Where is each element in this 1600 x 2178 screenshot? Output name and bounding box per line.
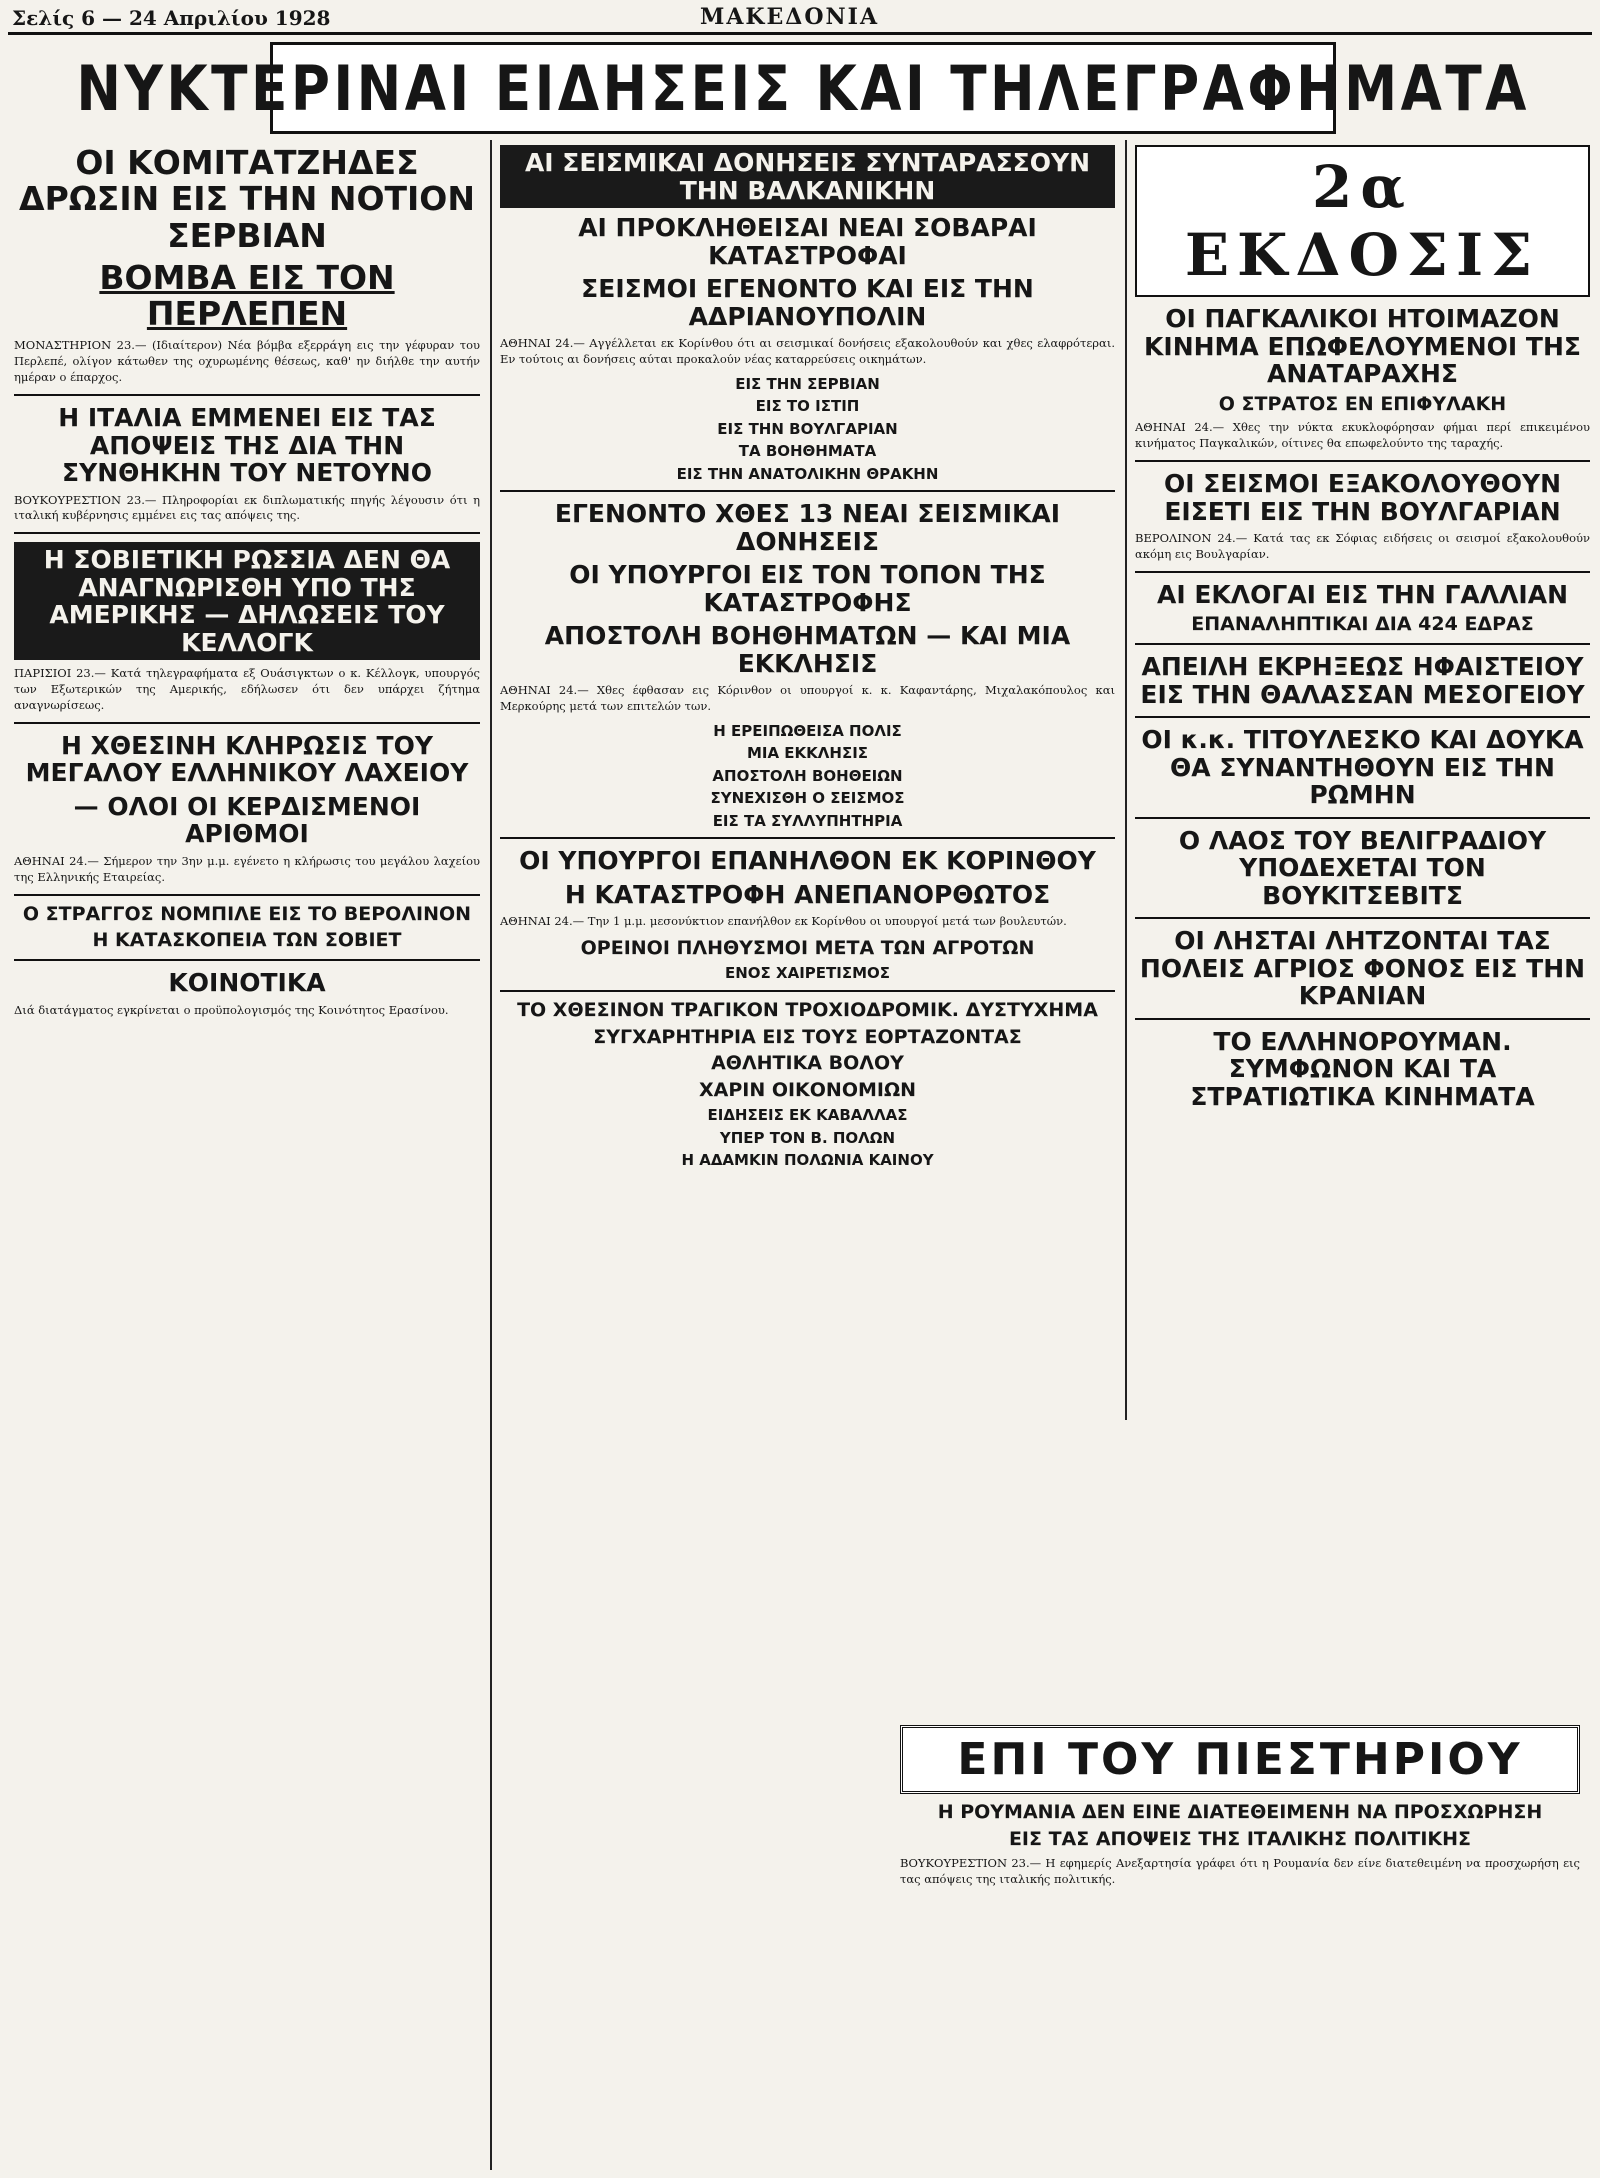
headline: Ο ΣΤΡΑΓΓΟΣ ΝΟΜΠΙΛΕ ΕΙΣ ΤΟ ΒΕΡΟΛΙΝΟΝ — [22, 902, 472, 925]
headline: ΤΟ ΕΛΛΗΝΟΡΟΥΜΑΝ. ΣΥΜΦΩΝΟΝ ΚΑΙ ΤΑ ΣΤΡΑΤΙΩΤΙΚΑ ΚΙΝΗΜΑΤΑ — [1190, 1026, 1535, 1111]
headline: ΒΟΜΒΑ ΕΙΣ ΤΟΝ ΠΕΡΛΕΠΕΝ — [99, 257, 395, 334]
headline: ΕΓΕΝΟΝΤΟ ΧΘΕΣ 13 ΝΕΑΙ ΣΕΙΣΜΙΚΑΙ ΔΟΝΗΣΕΙΣ — [554, 499, 1061, 556]
banner — [76, 42, 1530, 134]
headline: ΟΙ ΥΠΟΥΡΓΟΙ ΕΠΑΝΗΛΘΟΝ ΕΚ ΚΟΡΙΝΘΟΥ — [519, 846, 1096, 876]
subheading: ΕΝΟΣ ΧΑΙΡΕΤΙΣΜΟΣ — [725, 964, 890, 983]
article-text: ΒΕΡΟΛΙΝΟΝ 24.— Κατά τας εκ Σόφιας ειδήσεις οι σεισμοί εξακολουθούν ακόμη εις Βουλγαρίαν. — [1135, 531, 1590, 561]
subheading: ΕΙΣ ΤΗΝ ΒΟΥΛΓΑΡΙΑΝ — [717, 419, 898, 438]
headline: ΟΙ κ.κ. ΤΙΤΟΥΛΕΣΚΟ ΚΑΙ ΔΟΥΚΑ ΘΑ ΣΥΝΑΝΤΗΘΟΥΝ ΕΙΣ ΤΗΝ ΡΩΜΗΝ — [1141, 725, 1584, 810]
right-column — [1135, 145, 1590, 1415]
divider — [500, 990, 1115, 992]
subheading: ΕΙΣ ΤΗΝ ΑΝΑΤΟΛΙΚΗΝ ΘΡΑΚΗΝ — [676, 464, 939, 483]
subheading: ΑΠΟΣΤΟΛΗ ΒΟΗΘΕΙΩΝ — [712, 766, 903, 785]
headline: ΟΡΕΙΝΟΙ ΠΛΗΘΥΣΜΟΙ ΜΕΤΑ ΤΩΝ ΑΓΡΟΤΩΝ — [580, 937, 1035, 960]
divider — [1135, 817, 1590, 819]
divider — [14, 959, 480, 961]
divider — [14, 394, 480, 396]
headline: ΣΕΙΣΜΟΙ ΕΓΕΝΟΝΤΟ ΚΑΙ ΕΙΣ ΤΗΝ ΑΔΡΙΑΝΟΥΠΟΛΙΝ — [581, 274, 1034, 331]
subheading: ΕΙΔΗΣΕΙΣ ΕΚ ΚΑΒΑΛΛΑΣ — [707, 1106, 908, 1125]
divider — [1135, 917, 1590, 919]
headline: Ο ΣΤΡΑΤΟΣ ΕΝ ΕΠΙΦΥΛΑΚΗ — [1218, 392, 1507, 415]
press-box — [900, 1725, 1580, 1896]
article-text: ΑΘΗΝΑΙ 24.— Την 1 μ.μ. μεσονύκτιον επανήλθον εκ Κορίνθου οι υπουργοί μετά των βουλευτών. — [500, 914, 1067, 929]
newspaper-name: ΜΑΚΕΔΟΝΙΑ — [700, 4, 880, 30]
edition-box — [1135, 145, 1590, 297]
divider — [1135, 1018, 1590, 1020]
headline: ΕΙΣ ΤΑΣ ΑΠΟΨΕΙΣ ΤΗΣ ΙΤΑΛΙΚΗΣ ΠΟΛΙΤΙΚΗΣ — [1008, 1827, 1472, 1850]
headline: Η ΚΑΤΑΣΚΟΠΕΙΑ ΤΩΝ ΣΟΒΙΕΤ — [92, 929, 402, 952]
headline: Η ΡΟΥΜΑΝΙΑ ΔΕΝ ΕΙΝΕ ΔΙΑΤΕΘΕΙΜΕΝΗ ΝΑ ΠΡΟΣΧΩΡΗΣΗ — [937, 1801, 1543, 1823]
column-divider — [490, 140, 492, 2170]
article-text: ΠΑΡΙΣΙΟΙ 23.— Κατά τηλεγραφήματα εξ Ουάσιγκτων ο κ. Κέλλογκ, υπουργός των Εξωτερικών της Αμερικής, εδήλωσεν ότι δεν υπάρχει ζήτημα αναγνωρίσεως. — [14, 666, 480, 712]
headline: ΟΙ ΠΑΓΚΑΛΙΚΟΙ ΗΤΟΙΜΑΖΟΝ ΚΙΝΗΜΑ ΕΠΩΦΕΛΟΥΜΕΝΟΙ ΤΗΣ ΑΝΑΤΑΡΑΧΗΣ — [1144, 304, 1581, 388]
headline: ΑΙ ΠΡΟΚΛΗΘΕΙΣΑΙ ΝΕΑΙ ΣΟΒΑΡΑΙ ΚΑΤΑΣΤΡΟΦΑΙ — [578, 213, 1037, 270]
divider — [1135, 460, 1590, 462]
banner-title: ΝΥΚΤΕΡΙΝΑΙ ΕΙΔΗΣΕΙΣ ΚΑΙ ΤΗΛΕΓΡΑΦΗΜΑΤΑ — [76, 51, 1530, 125]
headline: ΟΙ ΥΠΟΥΡΓΟΙ ΕΙΣ ΤΟΝ ΤΟΠΟΝ ΤΗΣ ΚΑΤΑΣΤΡΟΦΗΣ — [569, 560, 1046, 617]
headline: ΑΠΕΙΛΗ ΕΚΡΗΞΕΩΣ ΗΦΑΙΣΤΕΙΟΥ ΕΙΣ ΤΗΝ ΘΑΛΑΣΣΑΝ ΜΕΣΟΓΕΙΟΥ — [1140, 652, 1585, 709]
divider — [14, 722, 480, 724]
divider — [14, 532, 480, 534]
divider — [500, 837, 1115, 839]
subheading: ΕΙΣ ΤΗΝ ΣΕΡΒΙΑΝ — [735, 374, 880, 393]
article-text: Διά διατάγματος εγκρίνεται ο προϋπολογισμός της Κοινότητος Ερασίνου. — [14, 1002, 449, 1017]
column-divider — [1125, 140, 1127, 1420]
article-text: ΜΟΝΑΣΤΗΡΙΟΝ 23.— (Ιδιαίτερον) Νέα βόμβα εξερράγη εις την γέφυραν του Περλεπέ, ολίγον κάτωθεν της οχυρωμένης θέσεως, καθ' ην διήλθε την αυτήν ημέραν ο έπαρχος. — [14, 338, 480, 385]
article-text: ΑΘΗΝΑΙ 24.— Σήμερον την 3ην μ.μ. εγένετο η κλήρωσις του μεγάλου λαχείου της Ελληνικής Εταιρείας. — [14, 853, 480, 884]
press-title: ΕΠΙ ΤΟΥ ΠΙΕΣΤΗΡΙΟΥ — [900, 1725, 1580, 1794]
headline: ΟΙ ΣΕΙΣΜΟΙ ΕΞΑΚΟΛΟΥΘΟΥΝ ΕΙΣΕΤΙ ΕΙΣ ΤΗΝ ΒΟΥΛΓΑΡΙΑΝ — [1163, 469, 1561, 526]
article-text: ΒΟΥΚΟΥΡΕΣΤΙΟΝ 23.— Πληροφορίαι εκ διπλωματικής πηγής λέγουσιν ότι η ιταλική κυβέρνησις εμμένει εις τας απόψεις της. — [14, 492, 480, 523]
subheading: ΕΙΣ ΤΟ ΙΣΤΙΠ — [755, 397, 860, 416]
divider — [14, 894, 480, 896]
headline: Η ΣΟΒΙΕΤΙΚΗ ΡΩΣΣΙΑ ΔΕΝ ΘΑ ΑΝΑΓΝΩΡΙΣΘΗ ΥΠΟ ΤΗΣ ΑΜΕΡΙΚΗΣ — ΔΗΛΩΣΕΙΣ ΤΟΥ ΚΕΛΛΟΓΚ — [14, 542, 480, 660]
page-date: Σελίς 6 — 24 Απριλίου 1928 — [12, 6, 331, 30]
headline: ΤΟ ΧΘΕΣΙΝΟΝ ΤΡΑΓΙΚΟΝ ΤΡΟΧΙΟΔΡΟΜΙΚ. ΔΥΣΤΥΧΗΜΑ — [517, 998, 1098, 1021]
headline: ΟΙ ΛΗΣΤΑΙ ΛΗΤΖΟΝΤΑΙ ΤΑΣ ΠΟΛΕΙΣ ΑΓΡΙΟΣ ΦΟΝΟΣ ΕΙΣ ΤΗΝ ΚΡΑΝΙΑΝ — [1139, 926, 1586, 1011]
subheading: ΥΠΕΡ ΤΟΝ Β. ΠΟΛΩΝ — [719, 1128, 896, 1147]
left-column — [14, 145, 480, 2170]
divider — [500, 490, 1115, 492]
divider — [1135, 716, 1590, 718]
subheading: ΤΑ ΒΟΗΘΗΜΑΤΑ — [738, 442, 877, 461]
divider — [1135, 571, 1590, 573]
subheading: Η ΑΔΑΜΚΙΝ ΠΟΛΩΝΙΑ ΚΑΙΝΟΥ — [681, 1151, 934, 1170]
headline: Η ΚΑΤΑΣΤΡΟΦΗ ΑΝΕΠΑΝΟΡΘΩΤΟΣ — [564, 879, 1051, 909]
headline: ΟΙ ΚΟΜΙΤΑΤΖΗΔΕΣ ΔΡΩΣΙΝ ΕΙΣ ΤΗΝ ΝΟΤΙΟΝ ΣΕΡΒΙΑΝ — [19, 145, 475, 255]
headline: ΚΟΙΝΟΤΙΚΑ — [168, 968, 326, 998]
article-text: ΑΘΗΝΑΙ 24.— Χθες την νύκτα εκυκλοφόρησαν φήμαι περί επικειμένου κινήματος Παγκαλικών, οίτινες θα επωφελούντο της ταραχής. — [1135, 420, 1590, 451]
subheading: ΣΥΝΕΧΙΣΘΗ Ο ΣΕΙΣΜΟΣ — [710, 789, 905, 808]
headline: ΧΑΡΙΝ ΟΙΚΟΝΟΜΙΩΝ — [698, 1079, 917, 1102]
subheading: ΜΙΑ ΕΚΚΛΗΣΙΣ — [746, 744, 869, 763]
headline: Η ΙΤΑΛΙΑ ΕΜΜΕΝΕΙ ΕΙΣ ΤΑΣ ΑΠΟΨΕΙΣ ΤΗΣ ΔΙΑ ΤΗΝ ΣΥΝΘΗΚΗΝ ΤΟΥ ΝΕΤΟΥΝΟ — [58, 403, 436, 488]
headline: ΑΙ ΕΚΛΟΓΑΙ ΕΙΣ ΤΗΝ ΓΑΛΛΙΑΝ — [1157, 579, 1568, 609]
headline: ΑΠΟΣΤΟΛΗ ΒΟΗΘΗΜΑΤΩΝ — ΚΑΙ ΜΙΑ ΕΚΚΛΗΣΙΣ — [544, 621, 1071, 678]
headline: Η ΧΘΕΣΙΝΗ ΚΛΗΡΩΣΙΣ ΤΟΥ ΜΕΓΑΛΟΥ ΕΛΛΗΝΙΚΟΥ ΛΑΧΕΙΟΥ — [25, 730, 469, 788]
article-text: ΒΟΥΚΟΥΡΕΣΤΙΟΝ 23.— Η εφημερίς Ανεξαρτησία γράφει ότι η Ρουμανία δεν είνε διατεθειμένη να προσχωρήση εις τας απόψεις της ιταλικής πολιτικής. — [900, 1855, 1580, 1886]
divider — [1135, 643, 1590, 645]
headline: ΕΠΑΝΑΛΗΠΤΙΚΑΙ ΔΙΑ 424 ΕΔΡΑΣ — [1191, 613, 1534, 636]
edition-label: 2α ΕΚΔΟΣΙΣ — [1184, 153, 1541, 289]
headline: ΑΘΛΗΤΙΚΑ ΒΟΛΟΥ — [711, 1052, 904, 1075]
headline: — ΟΛΟΙ ΟΙ ΚΕΡΔΙΣΜΕΝΟΙ ΑΡΙΘΜΟΙ — [73, 791, 421, 849]
headline: ΑΙ ΣΕΙΣΜΙΚΑΙ ΔΟΝΗΣΕΙΣ ΣΥΝΤΑΡΑΣΣΟΥΝ ΤΗΝ ΒΑΛΚΑΝΙΚΗΝ — [500, 145, 1115, 208]
article-text: ΑΘΗΝΑΙ 24.— Χθες έφθασαν εις Κόρινθον οι υπουργοί κ. κ. Καφαντάρης, Μιχαλακόπουλος και Μερκούρης μετά των επιτελών των. — [500, 683, 1115, 714]
headline: ΣΥΓΧΑΡΗΤΗΡΙΑ ΕΙΣ ΤΟΥΣ ΕΟΡΤΑΖΟΝΤΑΣ — [593, 1025, 1022, 1048]
subheading: ΕΙΣ ΤΑ ΣΥΛΛΥΠΗΤΗΡΙΑ — [712, 811, 903, 830]
subheading: Η ΕΡΕΙΠΩΘΕΙΣΑ ΠΟΛΙΣ — [713, 721, 902, 740]
headline: Ο ΛΑΟΣ ΤΟΥ ΒΕΛΙΓΡΑΔΙΟΥ ΥΠΟΔΕΧΕΤΑΙ ΤΟΝ ΒΟΥΚΙΤΣΕΒΙΤΣ — [1178, 825, 1547, 910]
header-rule — [8, 32, 1592, 35]
article-text: ΑΘΗΝΑΙ 24.— Αγγέλλεται εκ Κορίνθου ότι αι σεισμικαί δονήσεις εξακολουθούν και χθες ελαφρότεραι. Εν τούτοις αι δονήσεις αύται προκαλούν νέας καταρρεύσεις οικημάτων. — [500, 336, 1115, 366]
